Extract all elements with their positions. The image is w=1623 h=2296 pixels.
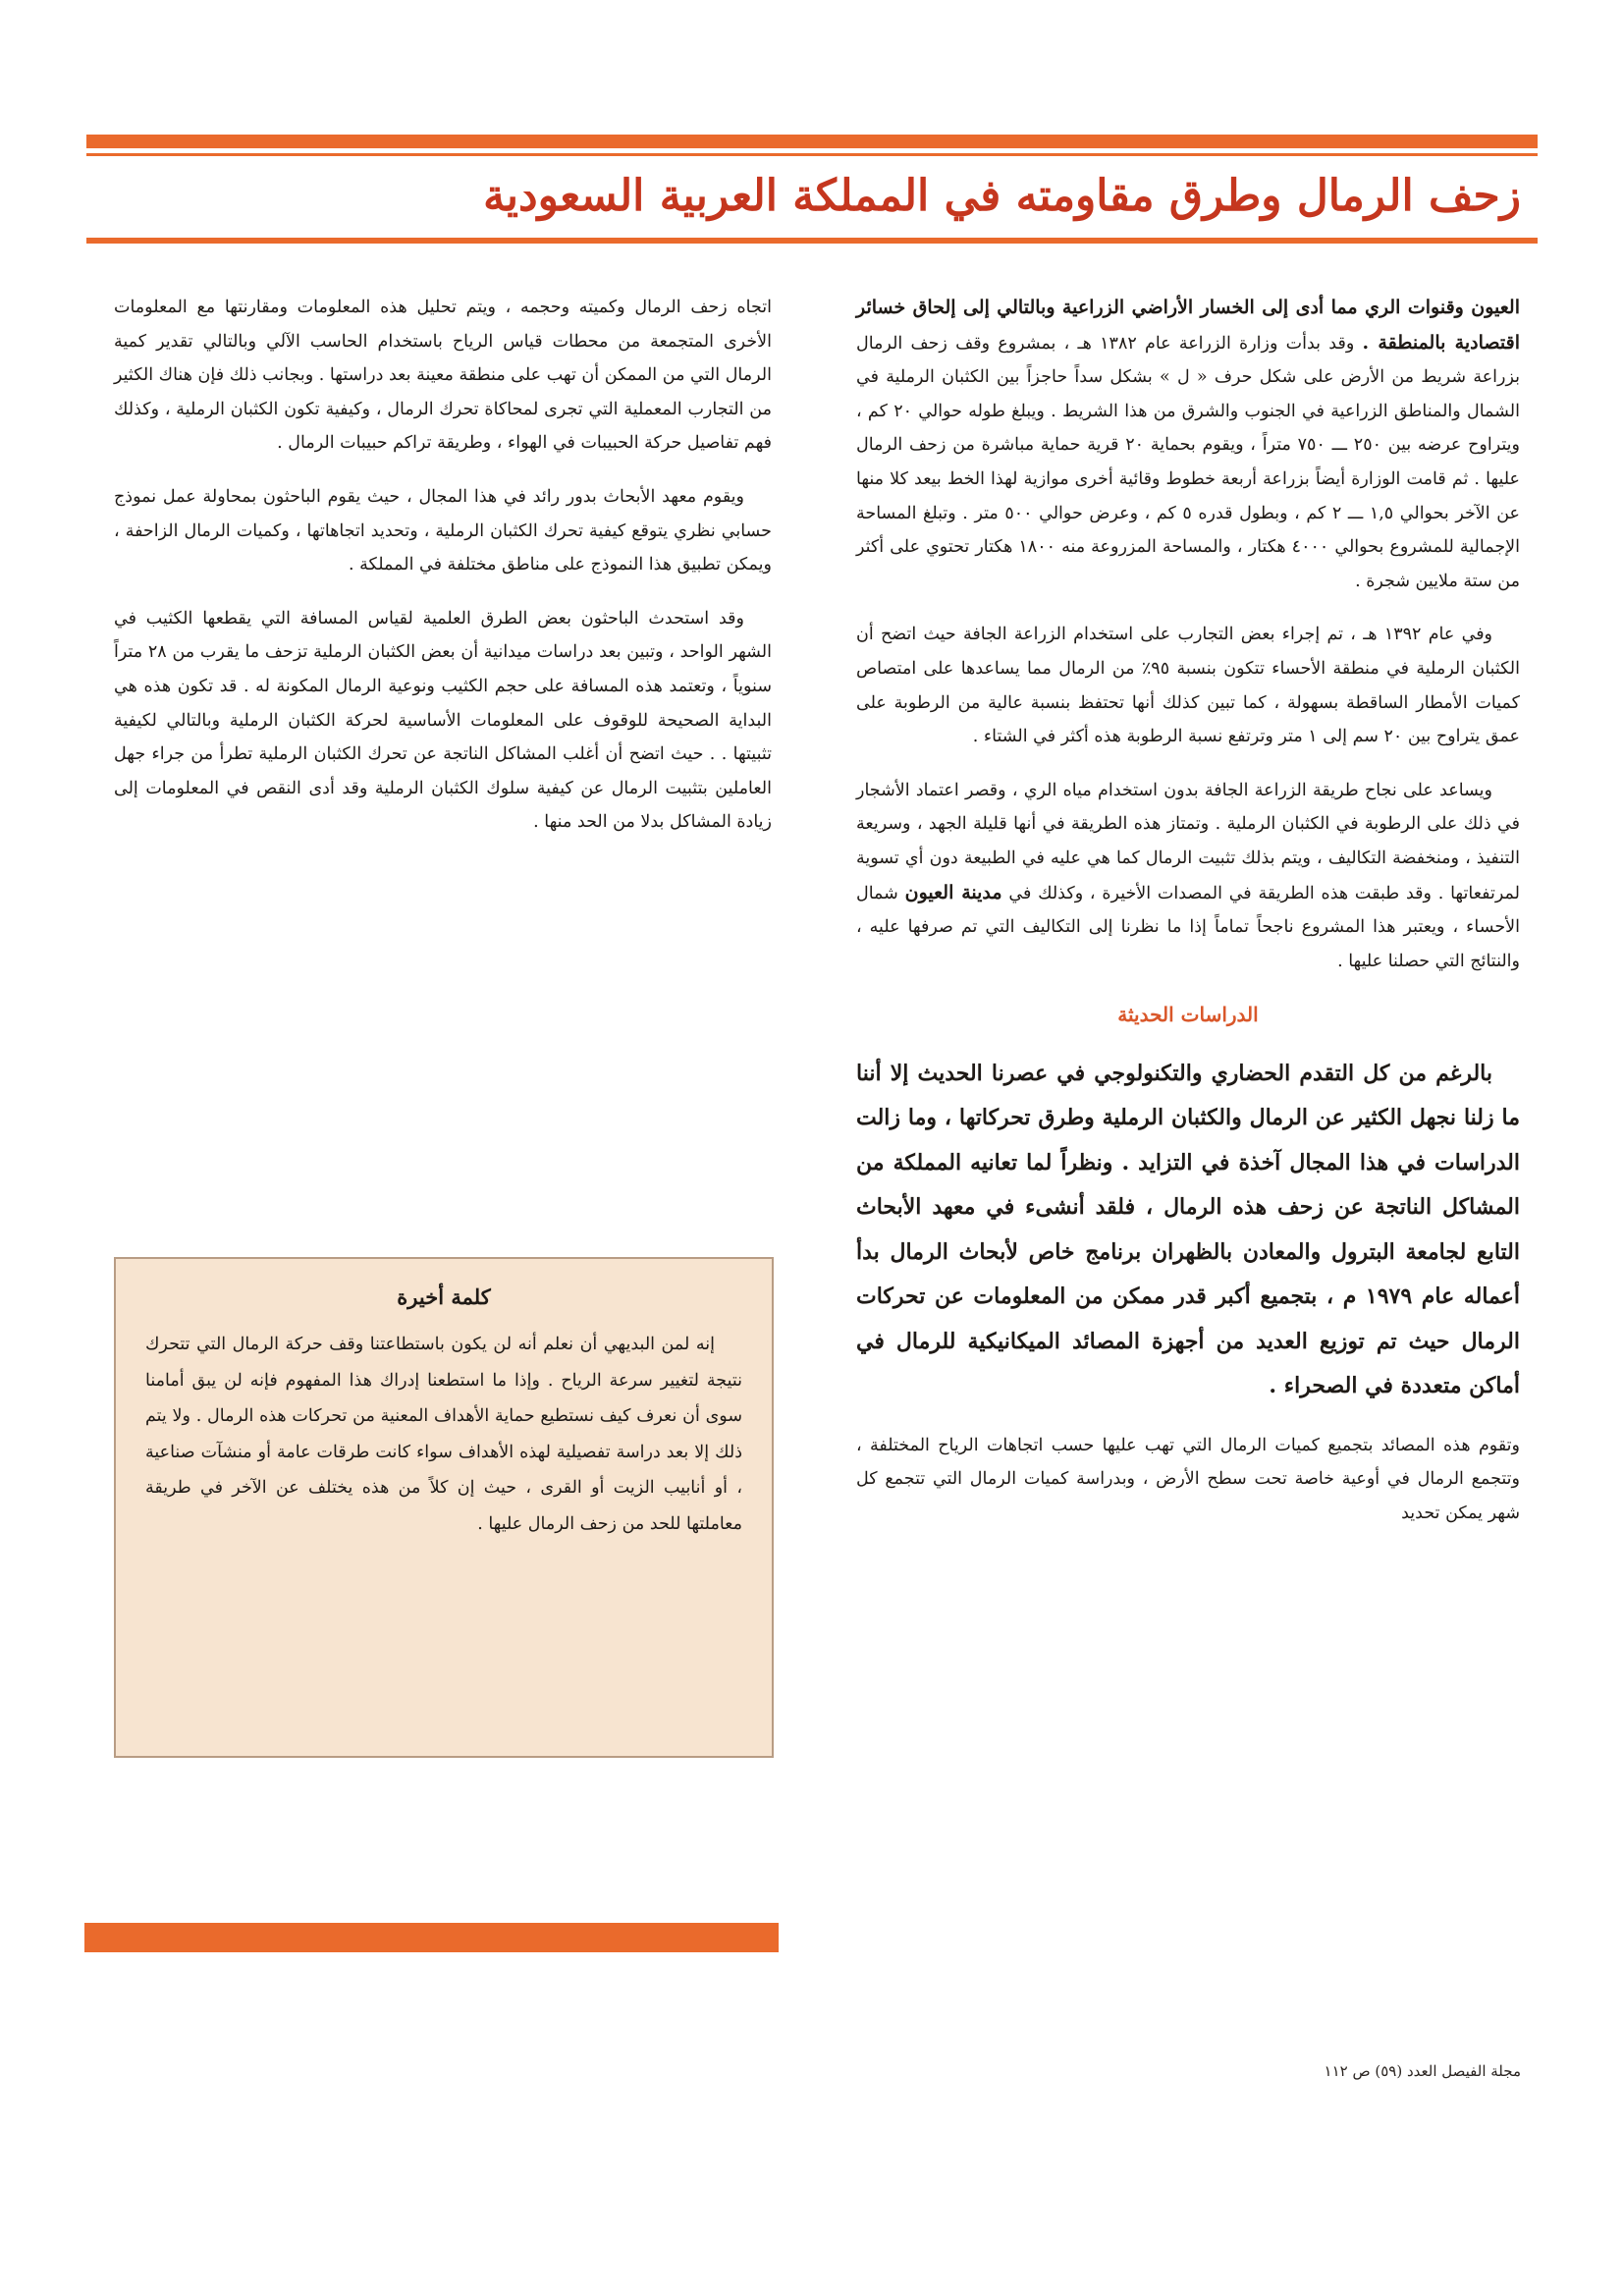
header-rule-thin [86,153,1538,156]
right-paragraph-3 [856,774,1520,979]
section-heading: الدراسات الحديثة [1117,1003,1259,1027]
left-paragraph-1: اتجاه زحف الرمال وكميته وحجمه ، ويتم تحليل هذه المعلومات ومقارنتها مع المعلومات الأخرى المتجمعة من محطات قياس الرياح باستخدام الحاسب الآلي وبالتالي تقدير كمية الرمال التي من الممكن أن تهب على منطقة معينة بعد دراستها . وبجانب ذلك فإن هناك الكثير من التجارب المعملية التي تجرى لمحاكاة تحرك الرمال ، وكيفية تكون الكثبان الرملية ، وكذلك فهم تفاصيل حركة الحبيبات في الهواء ، وطريقة تراكم حبيبات الرمال . [114,298,772,454]
right-p3-end: شمال الأحساء ، ويعتبر هذا المشروع ناجحاً تماماً إذا ما نظرنا إلى التكاليف التي تم صرفها عليه ، والنتائج التي حصلنا عليها . [856,883,1520,971]
article-title: زحف الرمال وطرق مقاومته في المملكة العربية السعودية [483,171,1521,221]
right-column [856,291,1520,1551]
left-column-bottom-bar [84,1923,779,1952]
right-paragraph-2: وفي عام ١٣٩٢ هـ ، تم إجراء بعض التجارب على استخدام الزراعة الجافة حيث اتضح أن الكثبان الرملية في منطقة الأحساء تتكون بنسبة ٩٥٪ من الرمال مما يساعدها على امتصاص كميات الأمطار الساقطة بسهولة ، كما تبين كذلك أنها تحتفظ بنسبة عالية من الرطوبة على عمق يتراوح بين ٢٠ سم إلى ١ متر وترتفع نسبة الرطوبة هذه أكثر في الشتاء . [856,625,1520,747]
page-footer: مجلة الفيصل العدد (٥٩) ص ١١٢ [1324,2062,1521,2080]
right-p3-bold: مدينة العيون [904,881,1002,903]
left-paragraph-3: وقد استحدث الباحثون بعض الطرق العلمية لقياس المسافة التي يقطعها الكثيب في الشهر الواحد ، وتبين بعد دراسات ميدانية أن بعض الكثبان الرملية تزحف ما يقرب من ٢٨ متراً سنوياً ، وتعتمد هذه المسافة على حجم الكثيب ونوعية الرمال المكونة له . قد تكون هذه هي البداية الصحيحة للوقوف على المعلومات الأساسية لحركة الكثبان الرملية وبالتالي لكيفية تثبيتها . . حيث اتضح أن أغلب المشاكل الناتجة عن تحرك الكثبان الرملية تطرأ من جراء جهل العاملين بتثبيت الرمال عن كيفية سلوك الكثبان الرملية وقد أدى النقص في المعلومات إلى زيادة المشاكل بدلا من الحد منها . [114,608,772,833]
box-text: إنه لمن البديهي أن نعلم أنه لن يكون باستطاعتنا وقف حركة الرمال التي تتحرك نتيجة لتغيير سرعة الرياح . وإذا ما استطعنا إدراك هذا المفهوم فإنه لن يبق أمامنا سوى أن نعرف كيف نستطيع حماية الأهداف المعنية من تحركات هذه الرمال . ولا يتم ذلك إلا بعد دراسة تفصيلية لهذه الأهداف سواء كانت طرقات عامة أو منشآت صناعية ، أو أنابيب الزيت أو القرى ، حيث إن كلاً من هذه يختلف عن الآخر في طريقة معاملتها للحد من زحف الرمال عليها . [145,1335,742,1534]
header-rule-bottom [86,238,1538,244]
right-paragraph-1 [856,291,1520,598]
right-p3-start: ويساعد على نجاح طريقة الزراعة الجافة بدون استخدام مياه الري ، وقصر اعتماد الأشجار في ذلك على الرطوبة في الكثبان الرملية . وتمتاز هذه الطريقة في أنها قليلة الجهد ، وسريعة التنفيذ ، ومنخفضة التكاليف ، ويتم بذلك تثبيت الرمال كما هي عليه في الطبيعة دون أي تسوية لمرتفعاتها . وقد طبقت هذه الطريقة في المصدات الأخيرة ، وكذلك في [856,780,1520,903]
right-p1-rest: وقد بدأت وزارة الزراعة عام ١٣٨٢ هـ ، بمشروع وقف زحف الرمال بزراعة شريط من الأرض على شكل حرف « ل » بشكل سداً حاجزاً بين الكثبان الرملية في الشمال والمناطق الزراعية في الجنوب والشرق من هذا الشريط . ويبلغ طوله حوالي ٢٠ كم ، ويتراوح عرضه بين ٢٥٠ ـــ ٧٥٠ متراً ، ويقوم بحماية ٢٠ قرية حماية مباشرة من زحف الرمال عليها . ثم قامت الوزارة أيضاً بزراعة أربعة خطوط وقائية أخرى موازية لهذا الخط بيعد كلا منها عن الآخر بحوالي ١,٥ ـــ ٢ كم ، وبطول قدره ٥ كم ، وعرض حوالي ٥٠٠ متر . وتبلغ المساحة الإجمالية للمشروع بحوالي ٤٠٠٠ هكتار ، والمساحة المزروعة منه ١٨٠٠ هكتار تحتوي على أكثر من ستة ملايين شجرة . [856,333,1520,591]
right-p1-bold: العيون وقنوات الري مما أدى إلى الخسار الأراضي الزراعية وبالتالي إلى إلحاق خسائر اقتصادية بالمنطقة . [856,297,1520,354]
lead-tail-paragraph: وتقوم هذه المصائد بتجميع كميات الرمال التي تهب عليها حسب اتجاهات الرياح المختلفة ، وتتجمع الرمال في أوعية خاصة تحت سطح الأرض ، وبدراسة كميات الرمال التي تتجمع كل شهر يمكن تحديد [856,1435,1520,1524]
lead-paragraph: بالرغم من كل التقدم الحضاري والتكنولوجي في عصرنا الحديث إلا أننا ما زلنا نجهل الكثير عن الرمال والكثبان الرملية وطرق تحركاتها ، وما زالت الدراسات في هذا المجال آخذة في التزايد . ونظراً لما تعانيه المملكة من المشاكل الناتجة عن زحف هذه الرمال ، فلقد أنشىء في معهد الأبحاث التابع لجامعة البترول والمعادن بالظهران برنامج خاص لأبحاث الرمال بدأ أعماله عام ١٩٧٩ م ، بتجميع أكبر قدر ممكن من المعلومات عن تحركات الرمال حيث تم توزيع العديد من أجهزة المصائد الميكانيكية للرمال في أماكن متعددة في الصحراء . [856,1060,1520,1399]
final-word-box [114,1257,774,1758]
left-column [114,291,772,859]
header-rule-thick [86,135,1538,148]
left-paragraph-2: ويقوم معهد الأبحاث بدور رائد في هذا المجال ، حيث يقوم الباحثون بمحاولة عمل نموذج حسابي نظري يتوقع كيفية تحرك الكثبان الرملية ، وتحديد اتجاهاتها ، وكميات الرمال الزاحفة ، ويمكن تطبيق هذا النموذج على مناطق مختلفة في المملكة . [114,486,772,575]
box-title: كلمة أخيرة [397,1285,491,1309]
